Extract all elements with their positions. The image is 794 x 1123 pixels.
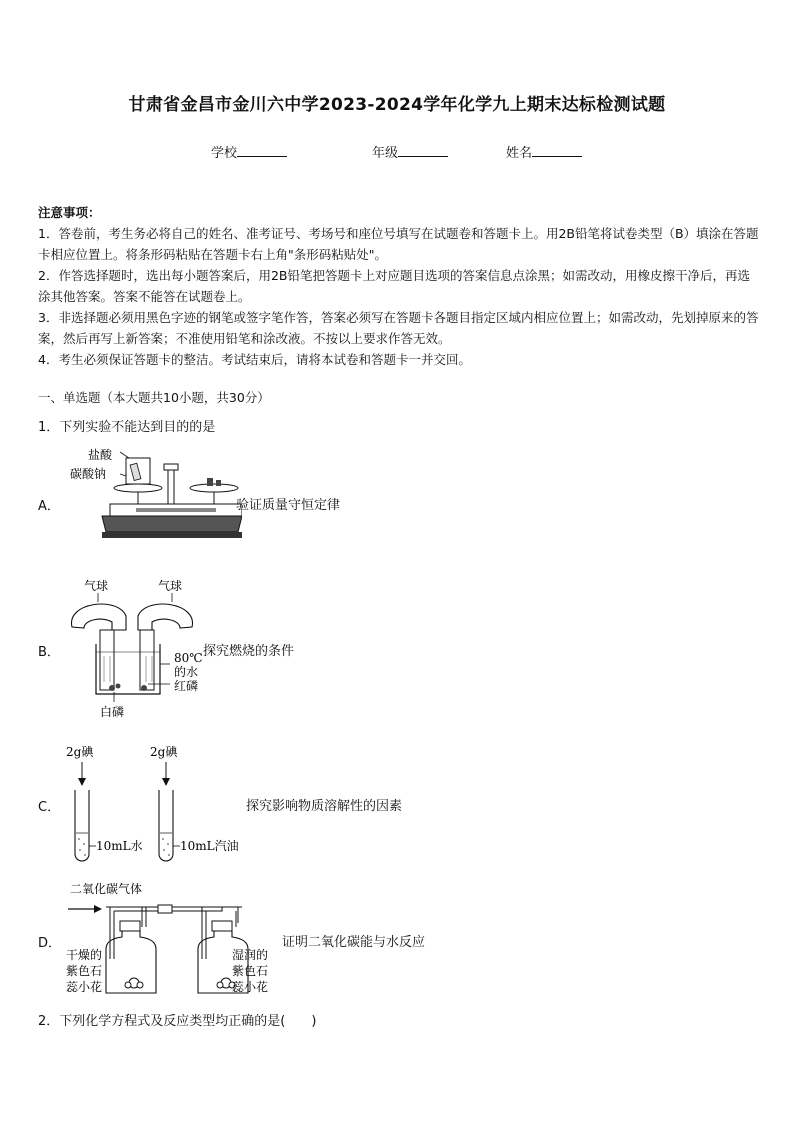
section-title: 一、单选题（本大题共10小题，共30分） <box>38 390 270 405</box>
gasoline-volume-label: 10mL汽油 <box>180 839 239 853</box>
grade-label: 年级 <box>372 146 399 161</box>
option-b-label: B． <box>38 645 60 660</box>
wet-flower-label-2: 紫色石 <box>232 964 269 978</box>
iodine-label-right: 2g碘 <box>150 745 178 759</box>
school-label: 学校 <box>211 146 238 161</box>
note-item-4: 4．考生必须保证答题卡的整洁。考试结束后，请将本试卷和答题卡一并交回。 <box>38 352 471 367</box>
option-d-text: 证明二氧化碳能与水反应 <box>282 935 426 950</box>
solubility-tubes-figure <box>62 738 252 868</box>
option-b-text: 探究燃烧的条件 <box>203 644 295 659</box>
notes-heading: 注意事项： <box>38 205 101 220</box>
note-item-1: 1．答卷前，考生务必将自己的姓名、准考证号、考场号和座位号填写在试题卷和答题卡上。用2B铅笔将试卷类型（B）填涂在答题卡相应位置上。将条形码粘贴在答题卡右上角"条形码粘贴处"。 <box>38 226 759 262</box>
option-a-label: A． <box>38 499 60 514</box>
question-1-stem: 1．下列实验不能达到目的的是 <box>38 420 216 435</box>
iodine-label-left: 2g碘 <box>66 745 94 759</box>
school-field <box>211 142 287 161</box>
red-phosphorus-label: 红磷 <box>174 679 199 693</box>
dry-flower-label-3: 蕊小花 <box>66 980 103 994</box>
name-blank <box>532 144 582 157</box>
balloon-label-right: 气球 <box>158 579 183 593</box>
balloon-label-left: 气球 <box>84 579 109 593</box>
option-a-text: 验证质量守恒定律 <box>236 498 341 513</box>
balance-apparatus-figure <box>62 440 242 552</box>
option-d-label: D． <box>38 936 62 951</box>
option-c-label: C． <box>38 800 61 815</box>
combustion-apparatus-figure <box>62 572 212 722</box>
grade-blank <box>398 144 448 157</box>
dry-flower-label-2: 紫色石 <box>66 964 103 978</box>
notes-block <box>38 202 760 370</box>
co2-gas-label: 二氧化碳气体 <box>70 882 143 896</box>
hydrochloric-acid-label: 盐酸 <box>88 448 113 462</box>
option-c-text: 探究影响物质溶解性的因素 <box>246 799 403 814</box>
white-phosphorus-label: 白磷 <box>100 705 125 719</box>
dry-flower-label-1: 干燥的 <box>66 948 103 962</box>
grade-field <box>372 142 448 161</box>
hot-water-label: 的水 <box>174 665 199 679</box>
hot-water-temp-label: 80℃ <box>174 651 203 665</box>
question-2-stem: 2．下列化学方程式及反应类型均正确的是( ) <box>38 1014 317 1029</box>
note-item-3: 3．非选择题必须用黑色字迹的钢笔或签字笔作答，答案必须写在答题卡各题目指定区域内相应位置上；如需改动，先划掉原来的答案，然后再写上新答案；不准使用铅笔和涂改液。不按以上要求作答无效。 <box>38 310 759 346</box>
sodium-carbonate-label: 碳酸钠 <box>70 467 107 481</box>
wet-flower-label-1: 湿润的 <box>232 948 269 962</box>
note-item-2: 2．作答选择题时，选出每小题答案后，用2B铅笔把答题卡上对应题目选项的答案信息点涂黑；如需改动，用橡皮擦干净后，再选涂其他答案。答案不能答在试题卷上。 <box>38 268 750 304</box>
name-label: 姓名 <box>506 146 533 161</box>
wet-flower-label-3: 蕊小花 <box>232 980 269 994</box>
school-blank <box>237 144 287 157</box>
name-field <box>506 142 582 161</box>
co2-bottles-figure <box>62 875 282 1000</box>
page-title: 甘肃省金昌市金川六中学2023-2024学年化学九上期末达标检测试题 <box>128 95 666 115</box>
water-volume-label: 10mL水 <box>96 839 143 853</box>
